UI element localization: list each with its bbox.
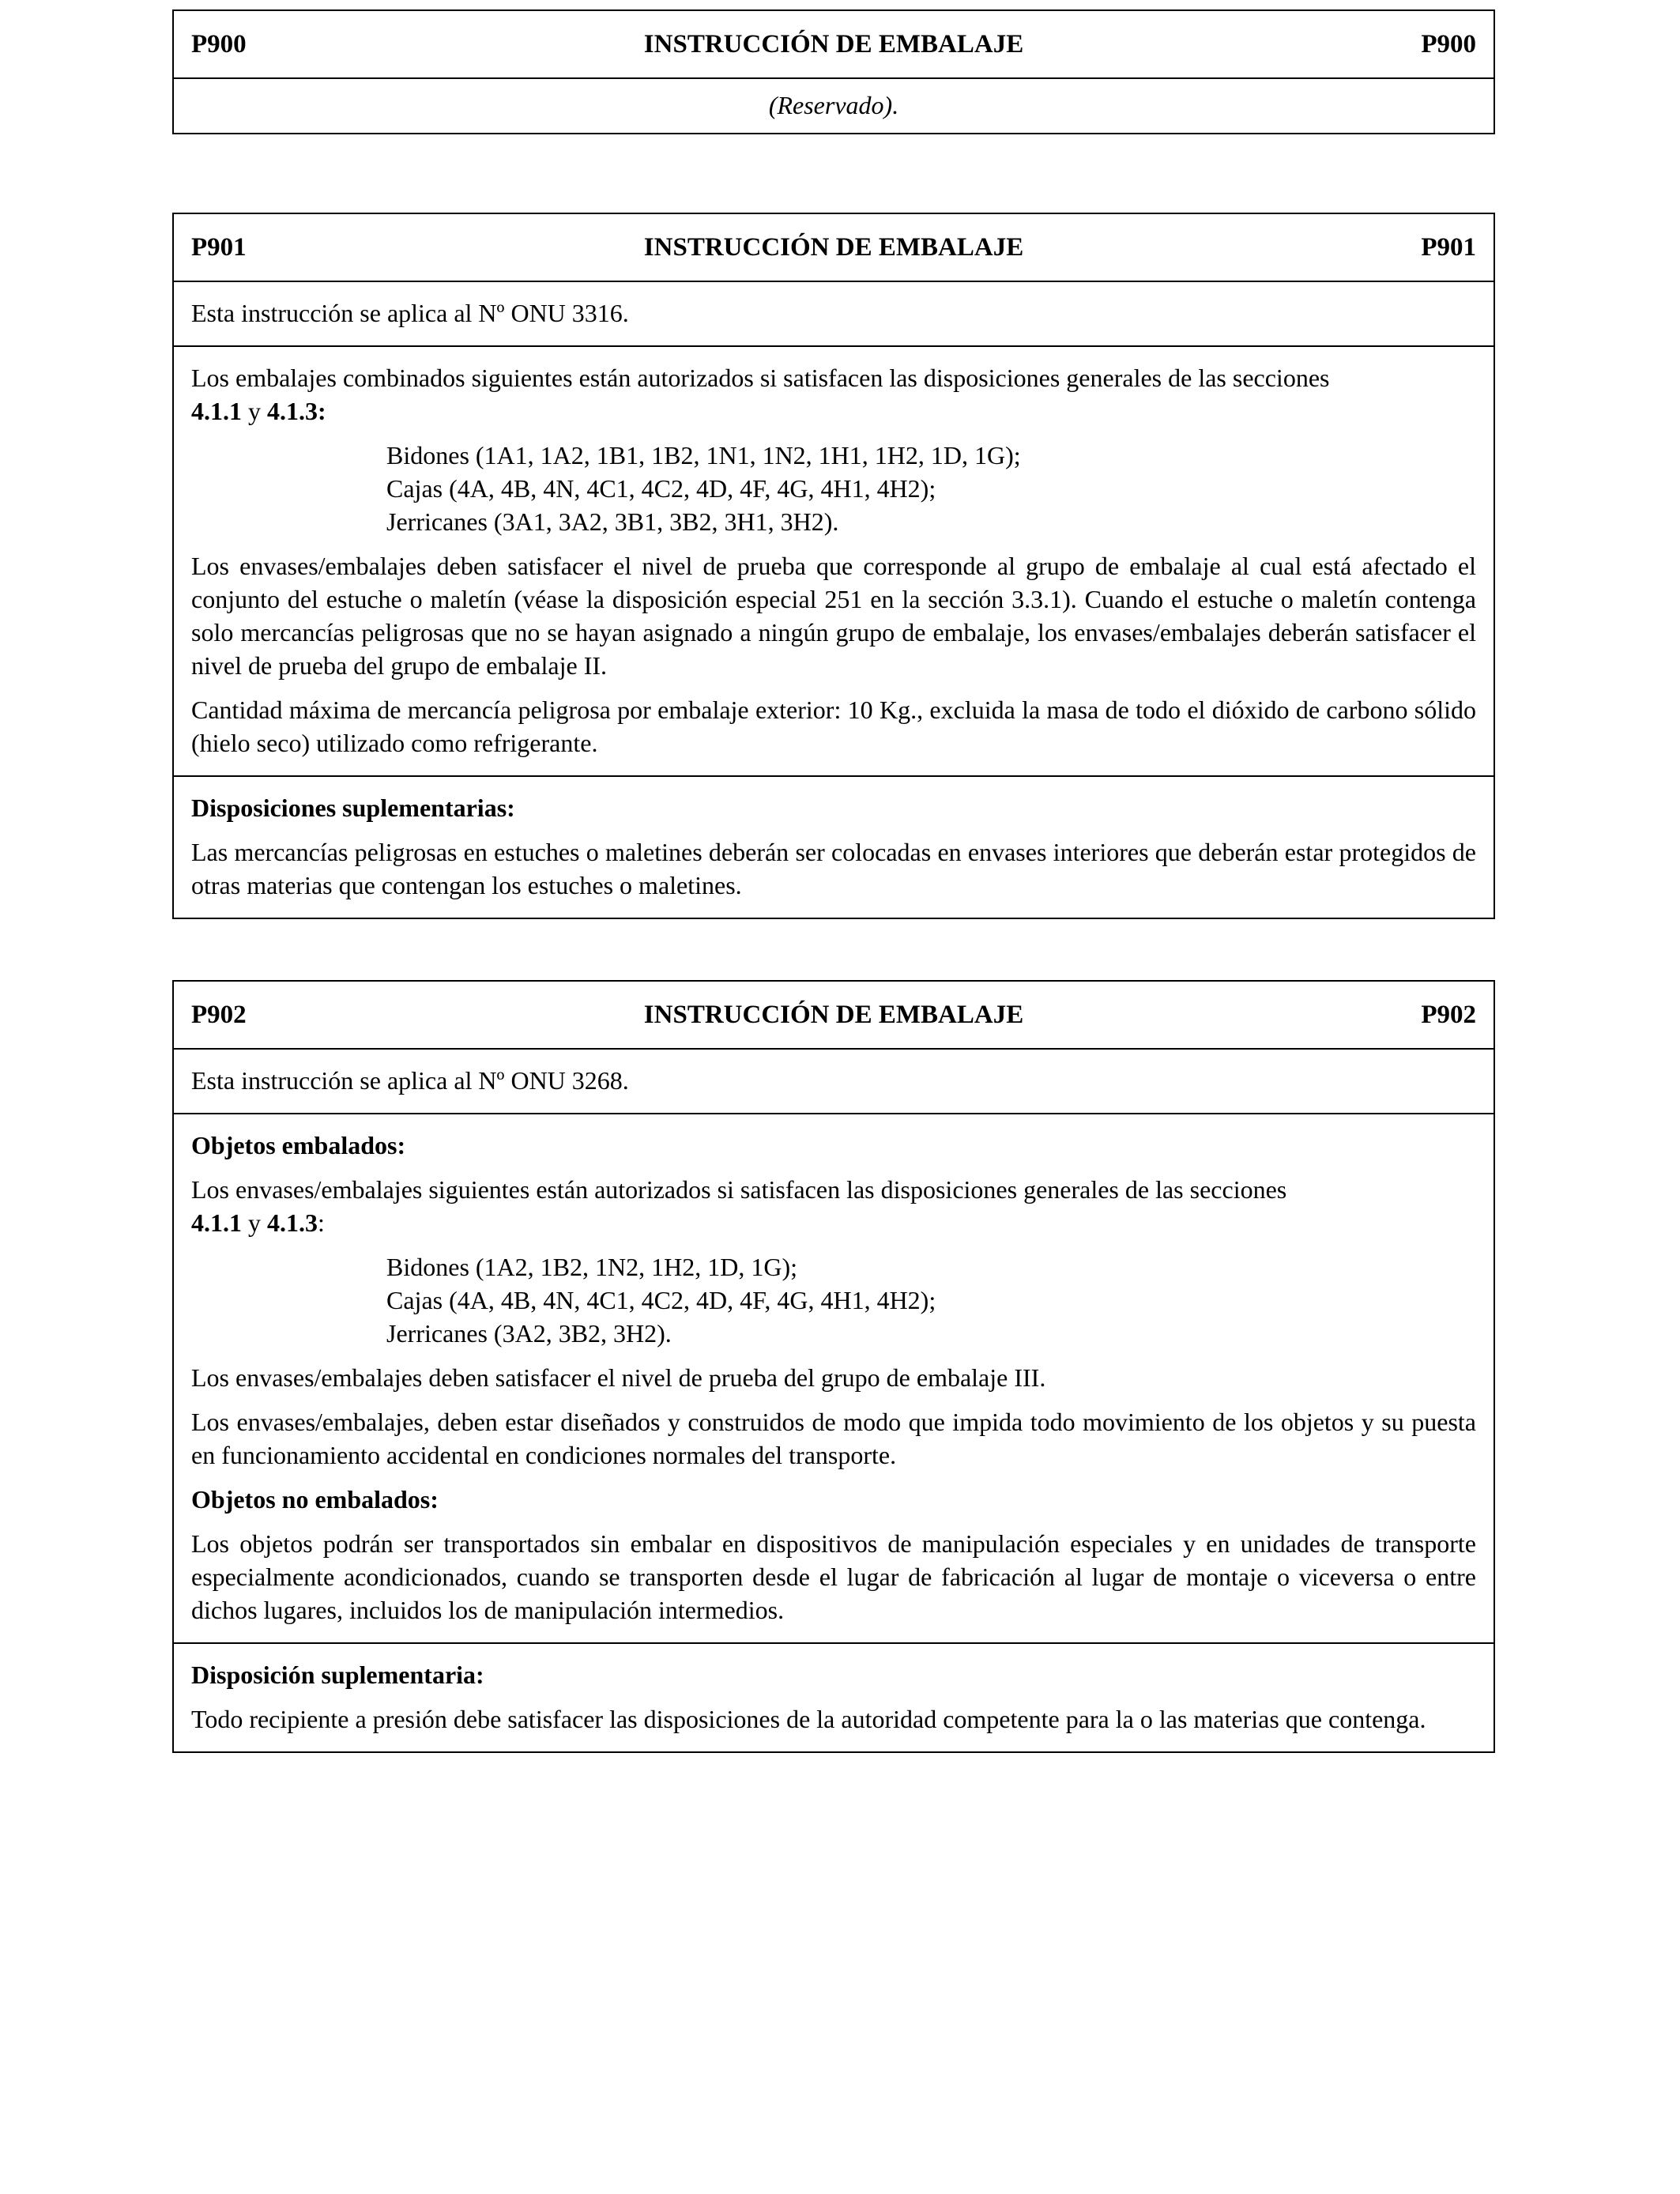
packagings-row xyxy=(174,345,1494,775)
packaging-item: Bidones (1A2, 1B2, 1N2, 1H2, 1D, 1G); xyxy=(386,1253,797,1281)
packing-instruction-p901 xyxy=(172,213,1495,919)
supplementary-heading xyxy=(191,791,1476,824)
instruction-code-right: P900 xyxy=(1421,29,1476,58)
design-text: Los envases/embalajes, deben estar diseñados y construidos de modo que impida todo movimiento de los objetos y su puesta en funcionamiento accidental en condiciones normales del transporte. xyxy=(191,1408,1476,1469)
unpacked-text: Los objetos podrán ser transportados sin embalar en dispositivos de manipulación especiales y en unidades de transporte especialmente acondicionados, cuando se transporten desde el lugar de fabricación al lugar de montaje o viceversa o entre dichos lugares, incluidos los de manipulación intermedios. xyxy=(191,1529,1476,1624)
instruction-header xyxy=(174,214,1494,282)
packing-instruction-p900 xyxy=(172,9,1495,134)
instruction-code-right: P901 xyxy=(1421,232,1476,262)
section-ref-colon: : xyxy=(318,1208,325,1237)
packaging-item: Jerricanes (3A1, 3A2, 3B1, 3B2, 3H1, 3H2). xyxy=(386,507,839,536)
packaging-list xyxy=(191,439,1476,538)
instruction-title: INSTRUCCIÓN DE EMBALAJE xyxy=(643,1000,1024,1029)
reserved-row xyxy=(174,79,1494,133)
packaging-list xyxy=(191,1250,1476,1350)
objects-row xyxy=(174,1113,1494,1642)
instruction-code-left: P900 xyxy=(191,29,247,58)
instruction-title: INSTRUCCIÓN DE EMBALAJE xyxy=(643,232,1024,262)
packed-intro-text: Los envases/embalajes siguientes están autorizados si satisfacen las disposiciones generales de las secciones xyxy=(191,1175,1287,1204)
instruction-code-right: P902 xyxy=(1421,1000,1476,1029)
supplementary-heading xyxy=(191,1658,1476,1691)
unpacked-heading xyxy=(191,1483,1476,1516)
reserved-text: (Reservado). xyxy=(768,91,899,119)
supplementary-heading-text: Disposiciones suplementarias: xyxy=(191,794,515,822)
supplementary-heading-text: Disposición suplementaria: xyxy=(191,1661,484,1689)
supplementary-text: Todo recipiente a presión debe satisfacer las disposiciones de la autoridad competente para la o las materias que contenga. xyxy=(191,1705,1426,1733)
packaging-item: Cajas (4A, 4B, 4N, 4C1, 4C2, 4D, 4F, 4G, 4H1, 4H2); xyxy=(386,1286,936,1314)
packed-intro xyxy=(191,1173,1476,1239)
packing-instruction-p902 xyxy=(172,980,1495,1753)
instruction-header xyxy=(174,982,1494,1050)
instruction-header xyxy=(174,11,1494,79)
instruction-code-left: P901 xyxy=(191,232,247,262)
max-quantity-text: Cantidad máxima de mercancía peligrosa por embalaje exterior: 10 Kg., excluida la masa de todo el dióxido de carbono sólido (hielo seco) utilizado como refrigerante. xyxy=(191,696,1476,757)
combined-intro-text: Los embalajes combinados siguientes están autorizados si satisfacen las disposiciones generales de las secciones xyxy=(191,364,1330,392)
packed-heading xyxy=(191,1129,1476,1162)
section-ref-a: 4.1.1 xyxy=(191,397,242,425)
test-level-text: Los envases/embalajes deben satisfacer el nivel de prueba del grupo de embalaje III. xyxy=(191,1363,1046,1392)
packaging-item: Jerricanes (3A2, 3B2, 3H2). xyxy=(386,1319,672,1348)
section-ref-a: 4.1.1 xyxy=(191,1208,242,1237)
applies-row xyxy=(174,1050,1494,1113)
section-ref-b: 4.1.3: xyxy=(267,397,326,425)
section-ref-b: 4.1.3 xyxy=(267,1208,318,1237)
supplementary-text: Las mercancías peligrosas en estuches o maletines deberán ser colocadas en envases interiores que deberán estar protegidos de otras materias que contengan los estuches o maletines. xyxy=(191,838,1476,899)
supplementary-row xyxy=(174,775,1494,918)
applies-row xyxy=(174,282,1494,345)
packaging-item: Bidones (1A1, 1A2, 1B1, 1B2, 1N1, 1N2, 1H1, 1H2, 1D, 1G); xyxy=(386,441,1021,469)
supplementary-row xyxy=(174,1642,1494,1751)
instruction-code-left: P902 xyxy=(191,1000,247,1029)
test-level-text: Los envases/embalajes deben satisfacer el nivel de prueba que corresponde al grupo de embalaje al cual está afectado el conjunto del estuche o maletín (véase la disposición especial 251 en la sección 3.3.1). Cuando el estuche o maletín contenga solo mercancías peligrosas que no se hayan asignado a ningún grupo de embalaje, los envases/embalajes deberán satisfacer el nivel de prueba del grupo de embalaje II. xyxy=(191,552,1476,680)
applies-text: Esta instrucción se aplica al Nº ONU 3268. xyxy=(191,1066,629,1095)
section-ref-and: y xyxy=(242,397,267,425)
instruction-title: INSTRUCCIÓN DE EMBALAJE xyxy=(643,29,1024,58)
combined-intro xyxy=(191,361,1476,428)
packed-heading-text: Objetos embalados: xyxy=(191,1131,406,1159)
unpacked-heading-text: Objetos no embalados: xyxy=(191,1485,439,1514)
applies-text: Esta instrucción se aplica al Nº ONU 3316. xyxy=(191,299,629,327)
section-ref-and: y xyxy=(242,1208,267,1237)
packaging-item: Cajas (4A, 4B, 4N, 4C1, 4C2, 4D, 4F, 4G, 4H1, 4H2); xyxy=(386,474,936,503)
